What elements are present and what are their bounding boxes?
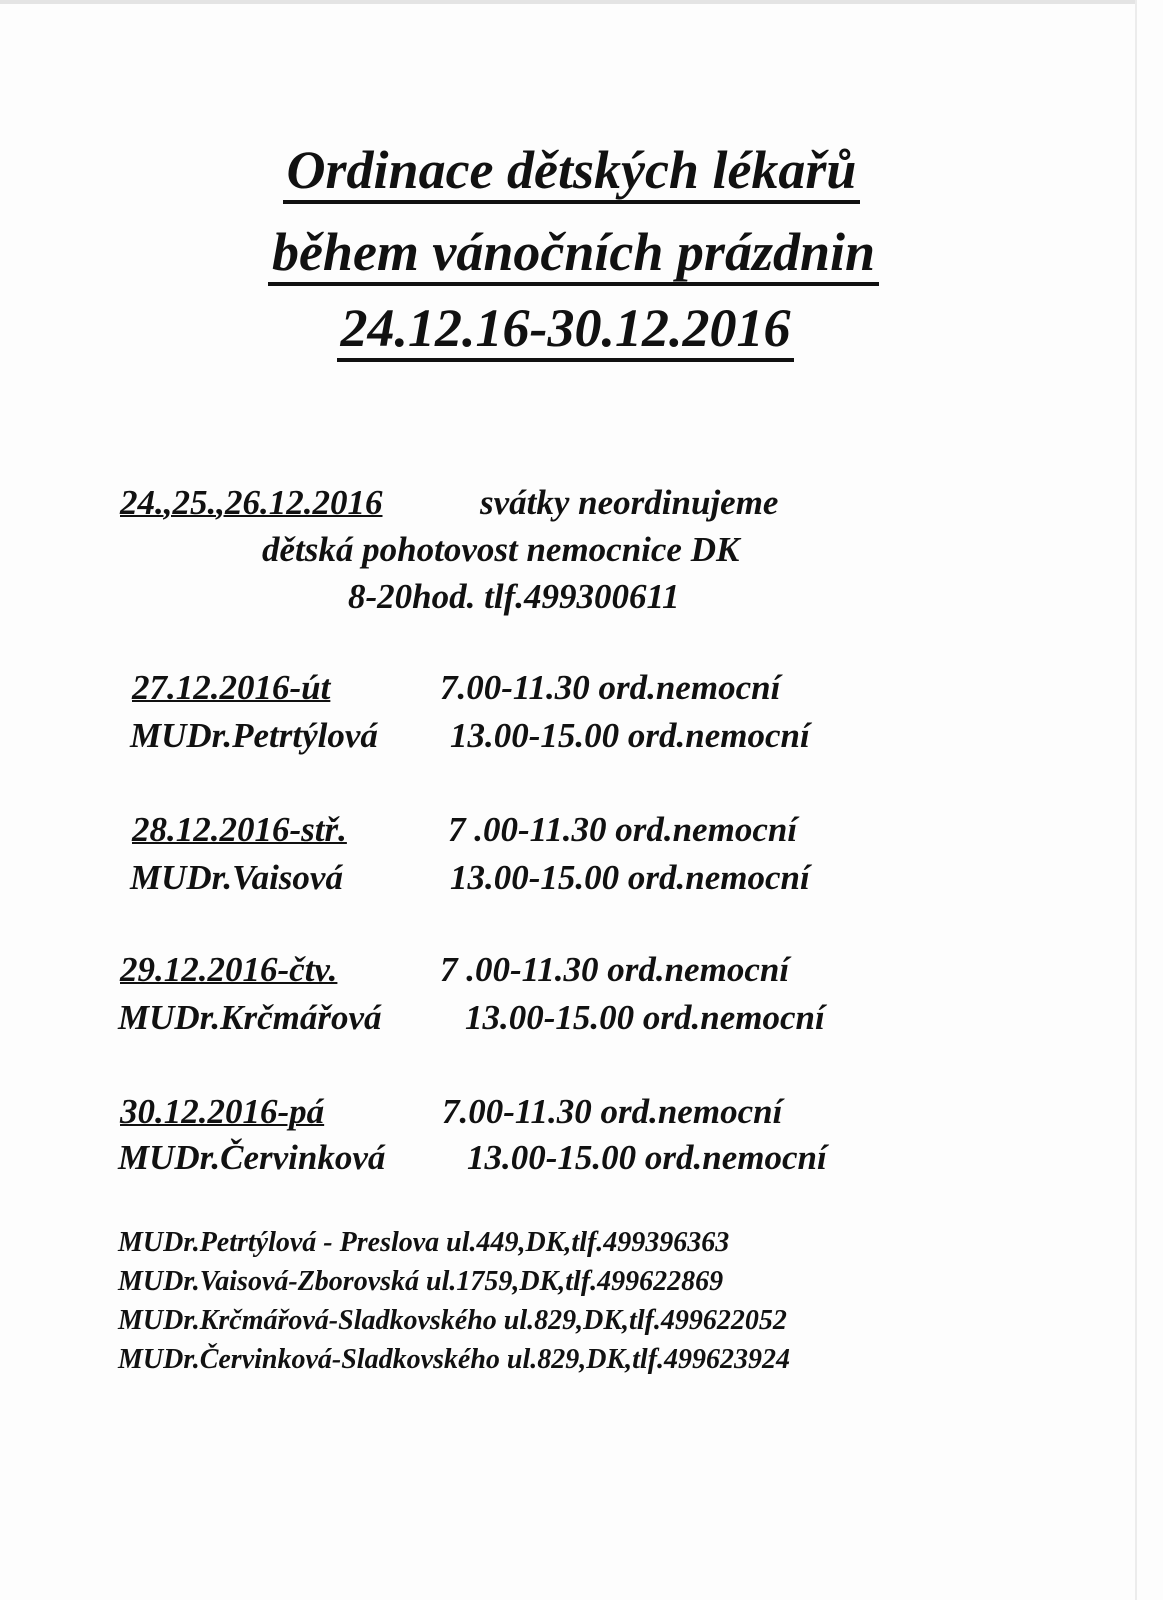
holiday-note: svátky neordinujeme <box>480 483 779 522</box>
schedule-date-3: 29.12.2016-čtv. <box>120 950 338 989</box>
contact-line-2: MUDr.Vaisová-Zborovská ul.1759,DK,tlf.499622869 <box>118 1266 724 1297</box>
schedule-morning-4: 7.00-11.30 ord.nemocní <box>442 1092 783 1131</box>
schedule-afternoon-4: 13.00-15.00 ord.nemocní <box>467 1138 827 1177</box>
title-line-1: Ordinace dětských lékařů <box>0 140 1153 200</box>
contact-line-1: MUDr.Petrtýlová - Preslova ul.449,DK,tlf.499396363 <box>118 1227 730 1258</box>
schedule-morning-1: 7.00-11.30 ord.nemocní <box>440 668 781 707</box>
schedule-doctor-1: MUDr.Petrtýlová <box>130 716 378 755</box>
schedule-doctor-2: MUDr.Vaisová <box>130 858 343 897</box>
title-date-range: 24.12.16-30.12.2016 <box>0 298 1147 358</box>
schedule-doctor-4: MUDr.Červinková <box>118 1138 386 1177</box>
emergency-info: dětská pohotovost nemocnice DK <box>262 530 740 569</box>
holiday-dates: 24.,25.,26.12.2016 <box>120 483 383 522</box>
contact-line-3: MUDr.Krčmářová-Sladkovského ul.829,DK,tlf.499622052 <box>118 1305 787 1336</box>
schedule-afternoon-2: 13.00-15.00 ord.nemocní <box>450 858 810 897</box>
schedule-date-4: 30.12.2016-pá <box>120 1092 325 1131</box>
contact-line-4: MUDr.Červinková-Sladkovského ul.829,DK,tlf.499623924 <box>118 1344 791 1375</box>
schedule-afternoon-1: 13.00-15.00 ord.nemocní <box>450 716 810 755</box>
scan-top-edge <box>0 0 1135 4</box>
schedule-afternoon-3: 13.00-15.00 ord.nemocní <box>465 998 825 1037</box>
schedule-date-2: 28.12.2016-stř. <box>132 810 347 849</box>
schedule-date-1: 27.12.2016-út <box>132 668 331 707</box>
schedule-morning-2: 7 .00-11.30 ord.nemocní <box>448 810 798 849</box>
title-line-2: během vánočních prázdnin <box>0 222 1155 282</box>
schedule-morning-3: 7 .00-11.30 ord.nemocní <box>440 950 790 989</box>
emergency-hours: 8-20hod. tlf.499300611 <box>348 577 680 616</box>
schedule-doctor-3: MUDr.Krčmářová <box>118 998 382 1037</box>
